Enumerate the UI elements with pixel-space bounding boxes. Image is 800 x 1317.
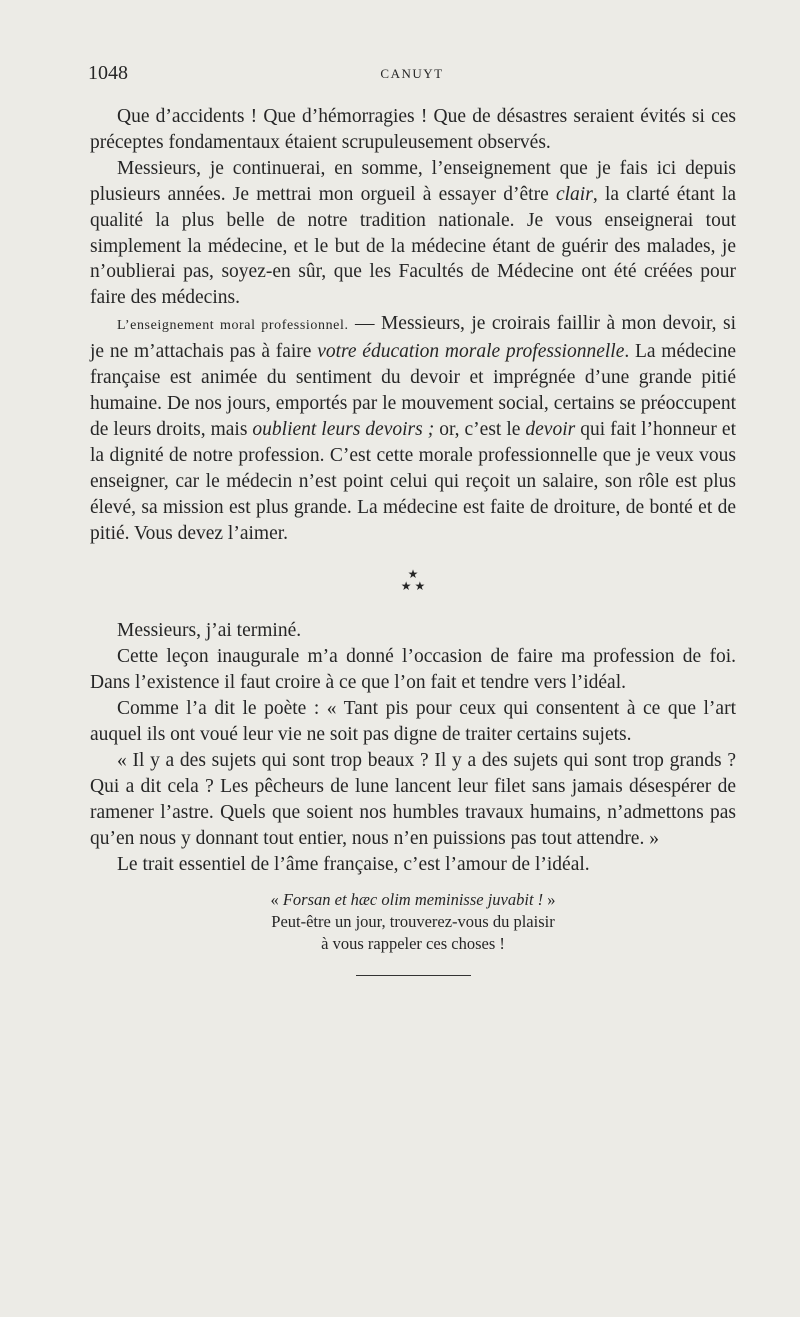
translation-line-1: Peut-être un jour, trouverez-vous du plaisir bbox=[271, 912, 555, 932]
section-separator bbox=[90, 568, 736, 592]
text-segment: or, c’est le bbox=[434, 418, 526, 440]
paragraph-ideal: Le trait essentiel de l’âme française, c’est l’amour de l’idéal. bbox=[117, 853, 590, 875]
latin-text: Forsan et hæc olim meminisse juvabit ! bbox=[282, 890, 544, 910]
page-body bbox=[90, 104, 736, 976]
closing-quote bbox=[90, 889, 736, 955]
italic-phrase: votre éducation morale professionnelle bbox=[317, 341, 625, 363]
italic-word-devoir: devoir bbox=[525, 418, 576, 440]
text-segment: Messieurs, je croirais faillir à mon devoir, si je ne m’attachais pas à faire bbox=[90, 313, 736, 363]
italic-phrase: oublient leurs devoirs ; bbox=[252, 418, 435, 440]
star-icon: ★ bbox=[407, 567, 419, 582]
section-heading: L’enseignement moral professionnel. bbox=[117, 318, 349, 334]
stars-icon: ★ ★ bbox=[400, 579, 426, 594]
paragraph-sujets: « Il y a des sujets qui sont trop beaux ? Il y a des sujets qui sont trop grands ? Qui a dit cela ? Les pêcheurs de lune lancent leur filet sans jamais désespérer de ramener l’astre. Quels que soient nos humbles travaux humains, n’admettons pas qu’en nous y donnant tout entier, nous n’en puissions pas tout attendre. » bbox=[90, 749, 736, 849]
paragraph-morale bbox=[90, 311, 736, 546]
page-header bbox=[88, 62, 736, 88]
end-rule bbox=[356, 975, 471, 976]
text-segment: Messieurs, je continuerai, en somme, l’enseignement que je fais ici depuis plusieurs années. Je mettrai mon orgueil à essayer d’être bbox=[90, 157, 736, 205]
paragraph-termine: Messieurs, j’ai terminé. bbox=[117, 620, 302, 642]
italic-word-clair: clair bbox=[555, 183, 593, 205]
text-segment: . La médecine française est animée du sentiment du devoir et imprégnée d’une grande pitié humaine. De nos jours, emportés par le mouvement social, certains se préoccupent de leurs droits, mais bbox=[90, 341, 736, 440]
paragraph-accidents: Que d’accidents ! Que d’hémorragies ! Que de désastres seraient évités si ces préceptes fondamentaux étaient scrupuleusement observés. bbox=[90, 106, 736, 153]
page-number: 1048 bbox=[88, 62, 128, 84]
heading-dash: — bbox=[348, 313, 381, 335]
latin-line bbox=[90, 889, 736, 911]
paragraph-poete: Comme l’a dit le poète : « Tant pis pour ceux qui consentent à ce que l’art auquel ils ont voué leur vie ne soit pas digne de traiter certains sujets. bbox=[90, 698, 736, 746]
running-title: CANUYT bbox=[380, 66, 444, 81]
quote-open: « bbox=[270, 890, 283, 910]
quote-close: » bbox=[543, 890, 556, 910]
paragraph-enseignement bbox=[90, 156, 736, 311]
text-segment: , la clarté étant la qualité la plus belle de notre tradition nationale. Je vous enseignerai tout simplement la médecine, et le but de la médecine étant de guérir des malades, je n’oublierai pas, soyez-en sûr, que les Facultés de Médecine ont été créées pour faire des médecins. bbox=[90, 183, 736, 309]
paragraph-lecon: Cette leçon inaugurale m’a donné l’occasion de faire ma profession de foi. Dans l’existence il faut croire à ce que l’on fait et tendre vers l’idéal. bbox=[90, 646, 736, 694]
translation-line-2: à vous rappeler ces choses ! bbox=[321, 934, 505, 954]
text-segment: qui fait l’honneur et la dignité de notre profession. C’est cette morale professionnelle que je veux vous enseigner, car le médecin n’est point celui qui reçoit un salaire, son rôle est plus élevé, sa mission est plus grande. La médecine est faite de droiture, de bonté et de pitié. Vous devez l’aimer. bbox=[90, 418, 736, 544]
